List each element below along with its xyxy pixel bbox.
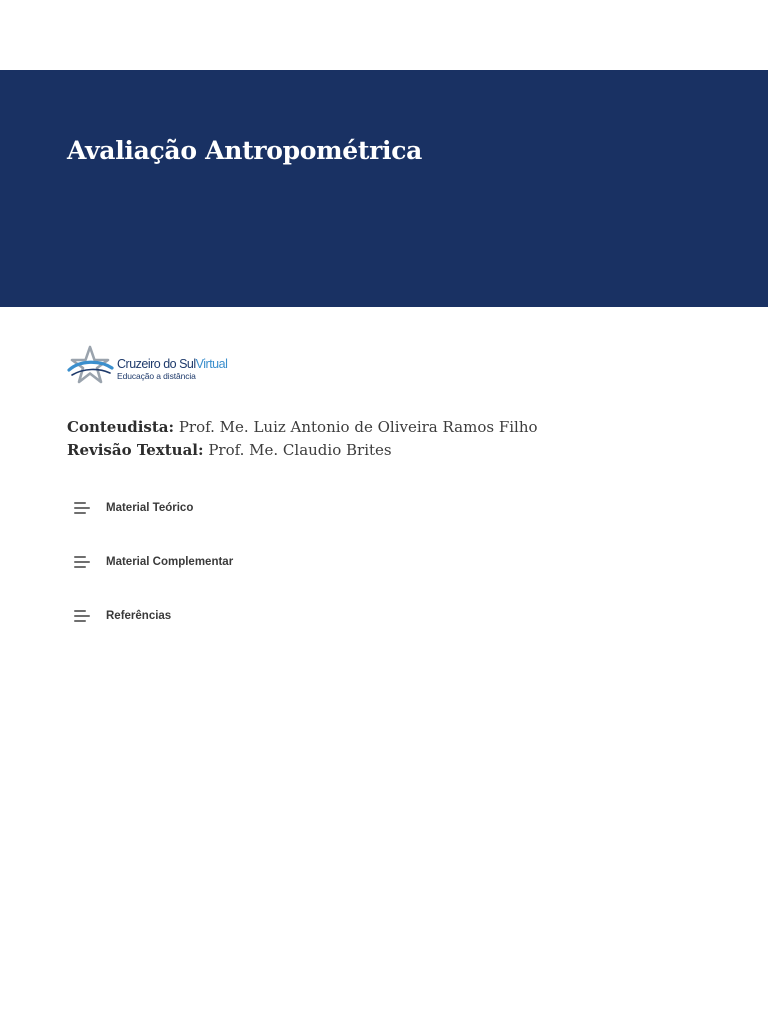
toc-item-label: Referências [106,610,172,622]
toc-item-referencias[interactable] [67,596,171,636]
review-label: Revisão Textual: [67,441,204,459]
list-lines-icon [74,610,90,622]
logo-name-accent: Virtual [195,357,228,371]
institution-logo [66,344,236,388]
toc-item-label: Material Teórico [106,502,194,514]
toc-item-label: Material Complementar [106,556,234,568]
logo-wordmark [117,357,227,381]
review-value: Prof. Me. Claudio Brites [208,441,392,459]
toc-item-material-teorico[interactable] [67,488,193,528]
logo-tagline: Educação a distância [117,371,196,381]
logo-name-primary: Cruzeiro do Sul [117,357,196,371]
page-title: Avaliação Antropométrica [67,136,423,165]
author-value: Prof. Me. Luiz Antonio de Oliveira Ramos Filho [178,418,538,436]
list-lines-icon [74,502,90,514]
title-banner [0,70,768,307]
author-row [67,416,538,439]
top-margin [0,0,768,70]
logo-name [117,357,227,371]
star-orbit-logo-icon [66,344,114,388]
review-row [67,439,538,462]
toc-item-material-complementar[interactable] [67,542,233,582]
credits [67,416,538,462]
author-label: Conteudista: [67,418,175,436]
list-lines-icon [74,556,90,568]
